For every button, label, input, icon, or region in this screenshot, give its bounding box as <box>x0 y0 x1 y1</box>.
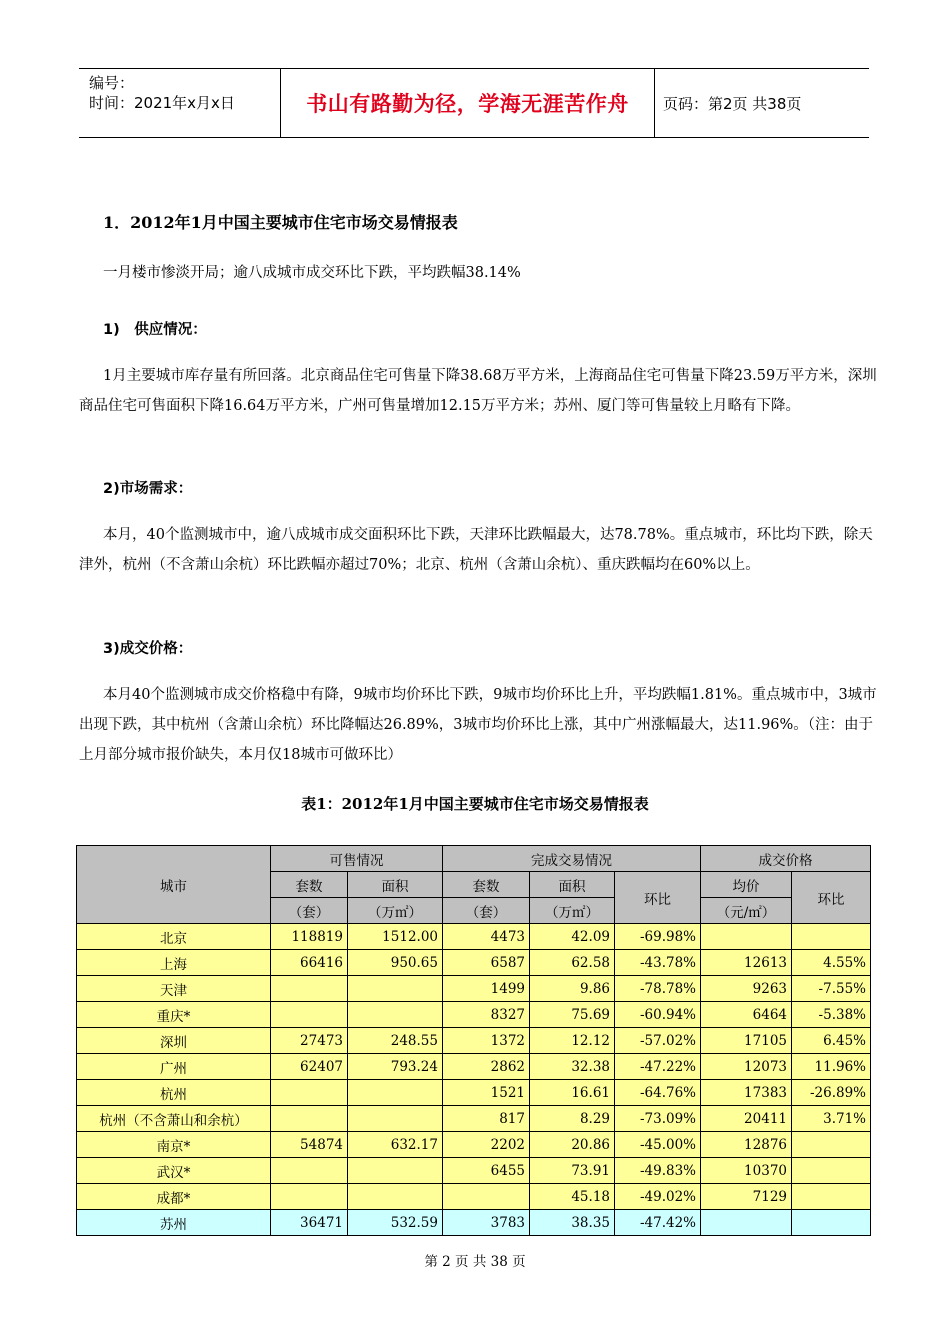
table-row <box>77 1184 871 1210</box>
deal-units-header: 套数 <box>443 872 530 898</box>
table-row <box>77 1158 871 1184</box>
supply-area-header: 面积 <box>348 872 443 898</box>
cell-avg-price: 17383 <box>701 1080 792 1106</box>
cell-supply-area <box>348 1080 443 1106</box>
price-text: 本月40个监测城市成交价格稳中有降，9城市均价环比下跌，9城市均价环比上升，平均跌幅1.81%。重点城市中，3城市出现下跌，其中杭州（含萧山余杭）环比降幅达26.89%，3城市均价环比上涨，其中广州涨幅最大，达11.96%。（注：由于上月部分城市报价缺失，本月仅18城市可做环比） <box>79 687 877 763</box>
cell-deal-units: 4473 <box>443 924 530 950</box>
cell-deal-area: 45.18 <box>530 1184 615 1210</box>
cell-city: 上海 <box>77 950 271 976</box>
cell-city: 成都* <box>77 1184 271 1210</box>
cell-avg-price <box>701 924 792 950</box>
cell-deal-area: 32.38 <box>530 1054 615 1080</box>
cell-deal-ratio: -57.02% <box>615 1028 701 1054</box>
cell-deal-units: 2862 <box>443 1054 530 1080</box>
cell-city: 北京 <box>77 924 271 950</box>
supply-heading: 1) 供应情况： <box>103 322 207 338</box>
cell-city: 杭州 <box>77 1080 271 1106</box>
deal-ratio-header: 环比 <box>615 872 701 924</box>
date-line: 时间：2021年x月x日 <box>89 94 235 112</box>
cell-city: 广州 <box>77 1054 271 1080</box>
supply-units-unit: （套） <box>271 898 348 924</box>
cell-avg-price: 10370 <box>701 1158 792 1184</box>
cell-city: 南京* <box>77 1132 271 1158</box>
cell-price-ratio: 3.71% <box>792 1106 871 1132</box>
header-page-info: 页码：第2页 共38页 <box>663 95 802 113</box>
cell-price-ratio <box>792 1210 871 1236</box>
cell-supply-units: 36471 <box>271 1210 348 1236</box>
avg-price-header: 均价 <box>701 872 792 898</box>
cell-price-ratio: -7.55% <box>792 976 871 1002</box>
cell-deal-ratio: -45.00% <box>615 1132 701 1158</box>
deal-units-unit: （套） <box>443 898 530 924</box>
cell-city: 天津 <box>77 976 271 1002</box>
table-row <box>77 1028 871 1054</box>
cell-city: 重庆* <box>77 1002 271 1028</box>
cell-deal-area: 62.58 <box>530 950 615 976</box>
cell-price-ratio: -26.89% <box>792 1080 871 1106</box>
cell-deal-ratio: -49.83% <box>615 1158 701 1184</box>
cell-avg-price: 12613 <box>701 950 792 976</box>
cell-deal-area: 73.91 <box>530 1158 615 1184</box>
cell-price-ratio <box>792 1158 871 1184</box>
cell-supply-area: 632.17 <box>348 1132 443 1158</box>
cell-supply-units: 62407 <box>271 1054 348 1080</box>
cell-deal-ratio: -47.42% <box>615 1210 701 1236</box>
cell-supply-units <box>271 1002 348 1028</box>
cell-city: 苏州 <box>77 1210 271 1236</box>
cell-supply-area: 532.59 <box>348 1210 443 1236</box>
cell-supply-area: 1512.00 <box>348 924 443 950</box>
cell-deal-units: 2202 <box>443 1132 530 1158</box>
deal-area-header: 面积 <box>530 872 615 898</box>
page-header <box>79 68 869 138</box>
cell-price-ratio <box>792 924 871 950</box>
cell-deal-ratio: -78.78% <box>615 976 701 1002</box>
cell-supply-units <box>271 1158 348 1184</box>
cell-deal-units: 1521 <box>443 1080 530 1106</box>
supply-units-header: 套数 <box>271 872 348 898</box>
table-row <box>77 1054 871 1080</box>
cell-deal-units: 1372 <box>443 1028 530 1054</box>
page-footer: 第 2 页 共 38 页 <box>424 1254 526 1270</box>
cell-avg-price: 17105 <box>701 1028 792 1054</box>
cell-price-ratio <box>792 1132 871 1158</box>
table-row <box>77 1080 871 1106</box>
supply-area-unit: （万㎡） <box>348 898 443 924</box>
serial-label: 编号： <box>89 74 135 92</box>
cell-supply-area: 950.65 <box>348 950 443 976</box>
group-supply-header: 可售情况 <box>271 846 443 872</box>
cell-deal-ratio: -69.98% <box>615 924 701 950</box>
cell-supply-units <box>271 1184 348 1210</box>
cell-deal-area: 12.12 <box>530 1028 615 1054</box>
cell-deal-ratio: -43.78% <box>615 950 701 976</box>
cell-supply-units: 66416 <box>271 950 348 976</box>
cell-city: 武汉* <box>77 1158 271 1184</box>
cell-price-ratio: 4.55% <box>792 950 871 976</box>
cell-avg-price: 12073 <box>701 1054 792 1080</box>
cell-city: 深圳 <box>77 1028 271 1054</box>
cell-supply-units: 27473 <box>271 1028 348 1054</box>
cell-supply-area: 248.55 <box>348 1028 443 1054</box>
cell-deal-area: 38.35 <box>530 1210 615 1236</box>
cell-supply-units <box>271 976 348 1002</box>
cell-supply-area <box>348 1158 443 1184</box>
cell-price-ratio: 11.96% <box>792 1054 871 1080</box>
avg-price-unit: （元/㎡） <box>701 898 792 924</box>
col-city-header: 城市 <box>77 846 271 924</box>
cell-deal-ratio: -47.22% <box>615 1054 701 1080</box>
group-price-header: 成交价格 <box>701 846 871 872</box>
cell-supply-area <box>348 976 443 1002</box>
cell-deal-units: 6587 <box>443 950 530 976</box>
cell-supply-area <box>348 1184 443 1210</box>
cell-avg-price <box>701 1210 792 1236</box>
cell-deal-area: 20.86 <box>530 1132 615 1158</box>
cell-supply-area <box>348 1106 443 1132</box>
table-row <box>77 1210 871 1236</box>
header-left <box>89 73 235 113</box>
table-row <box>77 976 871 1002</box>
cell-deal-ratio: -49.02% <box>615 1184 701 1210</box>
cell-deal-units: 6455 <box>443 1158 530 1184</box>
price-heading: 3)成交价格： <box>103 641 193 657</box>
intro-text: 一月楼市惨淡开局；逾八成城市成交环比下跌，平均跌幅38.14% <box>103 265 521 281</box>
cell-supply-units <box>271 1106 348 1132</box>
cell-price-ratio: 6.45% <box>792 1028 871 1054</box>
cell-deal-ratio: -60.94% <box>615 1002 701 1028</box>
cell-avg-price: 6464 <box>701 1002 792 1028</box>
cell-deal-units: 8327 <box>443 1002 530 1028</box>
cell-price-ratio: -5.38% <box>792 1002 871 1028</box>
cell-avg-price: 9263 <box>701 976 792 1002</box>
cell-deal-area: 8.29 <box>530 1106 615 1132</box>
cell-price-ratio <box>792 1184 871 1210</box>
cell-deal-ratio: -64.76% <box>615 1080 701 1106</box>
table-row <box>77 1002 871 1028</box>
table-row <box>77 1106 871 1132</box>
cell-deal-area: 42.09 <box>530 924 615 950</box>
cell-supply-units <box>271 1080 348 1106</box>
section-title: 1．2012年1月中国主要城市住宅市场交易情报表 <box>103 213 458 232</box>
cell-deal-units <box>443 1184 530 1210</box>
cell-deal-units: 3783 <box>443 1210 530 1236</box>
housing-market-table <box>76 845 871 1236</box>
cell-deal-units: 1499 <box>443 976 530 1002</box>
cell-supply-area <box>348 1002 443 1028</box>
supply-text: 1月主要城市库存量有所回落。北京商品住宅可售量下降38.68万平方米，上海商品住宅可售量下降23.59万平方米，深圳商品住宅可售面积下降16.64万平方米，广州可售量增加12.15万平方米；苏州、厦门等可售量较上月略有下降。 <box>79 368 877 414</box>
table-row <box>77 1132 871 1158</box>
cell-avg-price: 20411 <box>701 1106 792 1132</box>
demand-heading: 2)市场需求： <box>103 481 193 497</box>
header-motto: 书山有路勤为径，学海无涯苦作舟 <box>280 69 655 137</box>
cell-city: 杭州（不含萧山和余杭） <box>77 1106 271 1132</box>
cell-supply-units: 54874 <box>271 1132 348 1158</box>
cell-supply-area: 793.24 <box>348 1054 443 1080</box>
demand-text: 本月，40个监测城市中，逾八成城市成交面积环比下跌，天津环比跌幅最大，达78.78%。重点城市，环比均下跌，除天津外，杭州（不含萧山余杭）环比跌幅亦超过70%；北京、杭州（含萧山余杭）、重庆跌幅均在60%以上。 <box>79 527 873 573</box>
table-row <box>77 924 871 950</box>
table-caption: 表1：2012年1月中国主要城市住宅市场交易情报表 <box>301 795 649 813</box>
cell-avg-price: 7129 <box>701 1184 792 1210</box>
cell-deal-units: 817 <box>443 1106 530 1132</box>
cell-supply-units: 118819 <box>271 924 348 950</box>
table-row <box>77 950 871 976</box>
cell-deal-area: 16.61 <box>530 1080 615 1106</box>
deal-area-unit: （万㎡） <box>530 898 615 924</box>
cell-deal-ratio: -73.09% <box>615 1106 701 1132</box>
cell-deal-area: 9.86 <box>530 976 615 1002</box>
group-deal-header: 完成交易情况 <box>443 846 701 872</box>
cell-avg-price: 12876 <box>701 1132 792 1158</box>
cell-deal-area: 75.69 <box>530 1002 615 1028</box>
price-ratio-header: 环比 <box>792 872 871 924</box>
